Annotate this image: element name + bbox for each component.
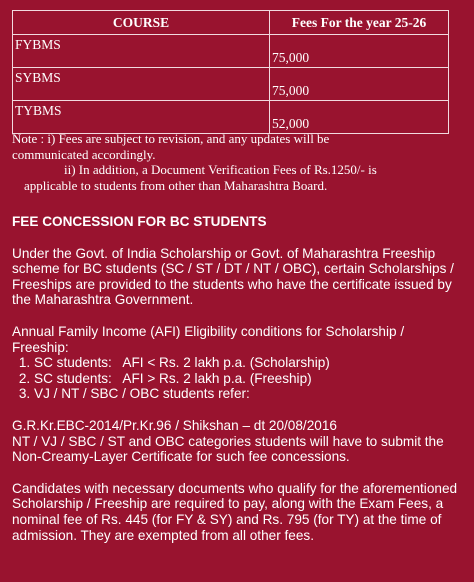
list-item: 1. SC students: AFI < Rs. 2 lakh p.a. (Scholarship): [34, 355, 464, 371]
fee-cell: 75,000: [270, 68, 449, 101]
concession-section: [12, 214, 464, 559]
afi-conditions: [12, 324, 464, 402]
note-line: Note : i) Fees are subject to revision, and any updates will be: [12, 131, 330, 146]
list-item: 2. SC students: AFI > Rs. 2 lakh p.a. (Freeship): [34, 371, 464, 387]
fee-table: [12, 10, 449, 134]
fee-note: [12, 131, 452, 193]
table-row: [13, 101, 449, 134]
gr-number: G.R.Kr.EBC-2014/Pr.Kr.96 / Shikshan – dt 20/08/2016: [12, 417, 337, 433]
course-cell: TYBMS: [13, 101, 270, 134]
fees-column-header: Fees For the year 25-26: [270, 11, 449, 35]
table-row: [13, 35, 449, 68]
course-cell: SYBMS: [13, 68, 270, 101]
concession-heading: FEE CONCESSION FOR BC STUDENTS: [12, 214, 267, 229]
course-cell: FYBMS: [13, 35, 270, 68]
note-line: ii) In addition, a Document Verification Fees of Rs.1250/- is: [64, 162, 377, 177]
note-line: communicated accordingly.: [12, 146, 156, 162]
table-row: [13, 68, 449, 101]
scholarship-paragraph: Under the Govt. of India Scholarship or Govt. of Maharashtra Freeship scheme for BC students (SC / ST / DT / NT / OBC), certain Scholarships / Freeships are provided to the students who have the certificate issued by the Maharashtra Government.: [12, 245, 454, 308]
fee-cell: 52,000: [270, 101, 449, 134]
fee-cell: 75,000: [270, 35, 449, 68]
gr-text: NT / VJ / SBC / ST and OBC categories students will have to submit the Non-Creamy-Layer Certificate for such fee concessions.: [12, 433, 444, 465]
afi-intro: Annual Family Income (AFI) Eligibility conditions for Scholarship / Freeship:: [12, 323, 405, 355]
list-item: 3. VJ / NT / SBC / OBC students refer:: [34, 386, 464, 402]
note-line: applicable to students from other than Maharashtra Board.: [24, 177, 328, 193]
admission-fee-paragraph: Candidates with necessary documents who qualify for the aforementioned Scholarship / Freeship are required to pay, along with the Exam Fees, a nominal fee of Rs. 445 (for FY & SY) and Rs. 795 (for TY) at the time of admission. They are exempted from all other fees.: [12, 480, 458, 543]
fee-table-header-row: [13, 11, 449, 35]
afi-list: [12, 355, 464, 402]
course-column-header: COURSE: [13, 11, 270, 35]
gr-reference: [12, 418, 464, 465]
